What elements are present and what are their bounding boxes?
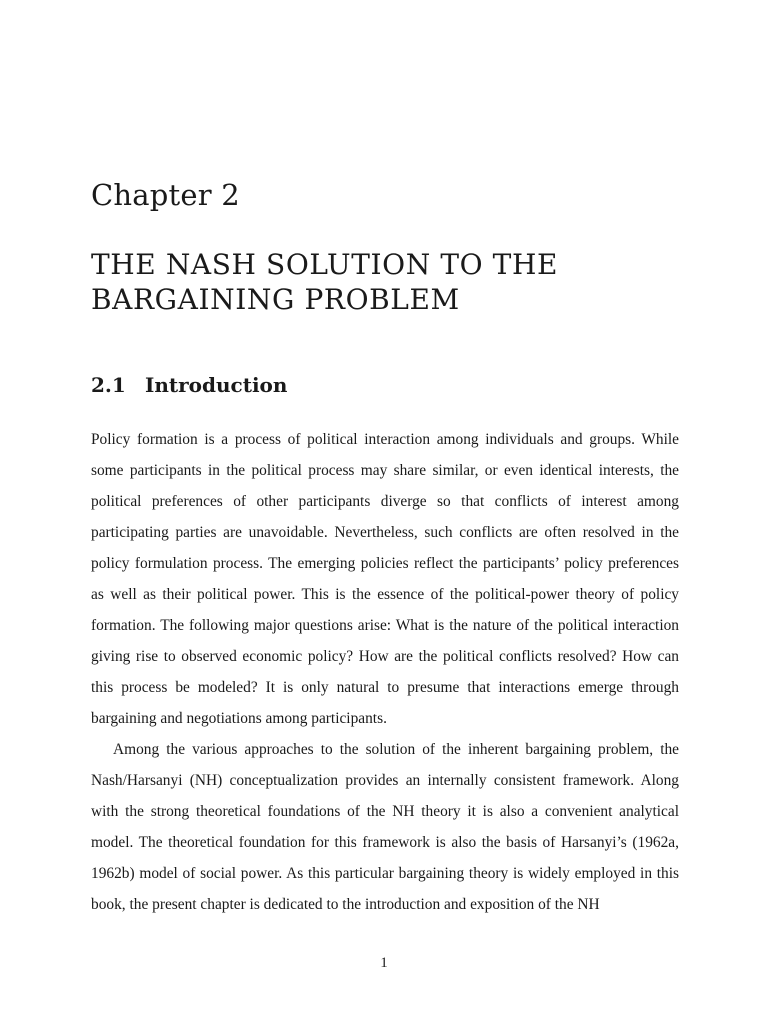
body-text [91,424,679,920]
section-number: 2.1 [91,373,126,397]
paragraph-approaches: Among the various approaches to the solution of the inherent bargaining problem, the Nash/Harsanyi (NH) conceptualization provides an internally consistent framework. Along with the strong theoretical foundations of the NH theory it is also a convenient analytical model. The theoretical foundation for this framework is also the basis of Harsanyi’s (1962a, 1962b) model of social power. As this particular bargaining theory is widely employed in this book, the present chapter is dedicated to the introduction and exposition of the NH [91,741,679,913]
page-number: 1 [380,955,388,971]
chapter-title: THE NASH SOLUTION TO THE BARGAINING PROBLEM [91,248,559,316]
paragraph-intro: Policy formation is a process of political interaction among individuals and groups. While some participants in the political process may share similar, or even identical interests, the political preferences of other participants diverge so that conflicts of interest among participating parties are unavoidable. Nevertheless, such conflicts are often resolved in the policy formulation process. The emerging policies reflect the participants’ policy preferences as well as their political power. This is the essence of the political-power theory of policy formation. The following major questions arise: What is the nature of the political interaction giving rise to observed economic policy? How are the political conflicts resolved? How can this process be modeled? It is only natural to presume that interactions emerge through bargaining and negotiations among participants. [91,431,679,727]
section-heading [91,373,287,397]
section-title: Introduction [145,373,288,397]
chapter-label: Chapter 2 [91,178,240,212]
